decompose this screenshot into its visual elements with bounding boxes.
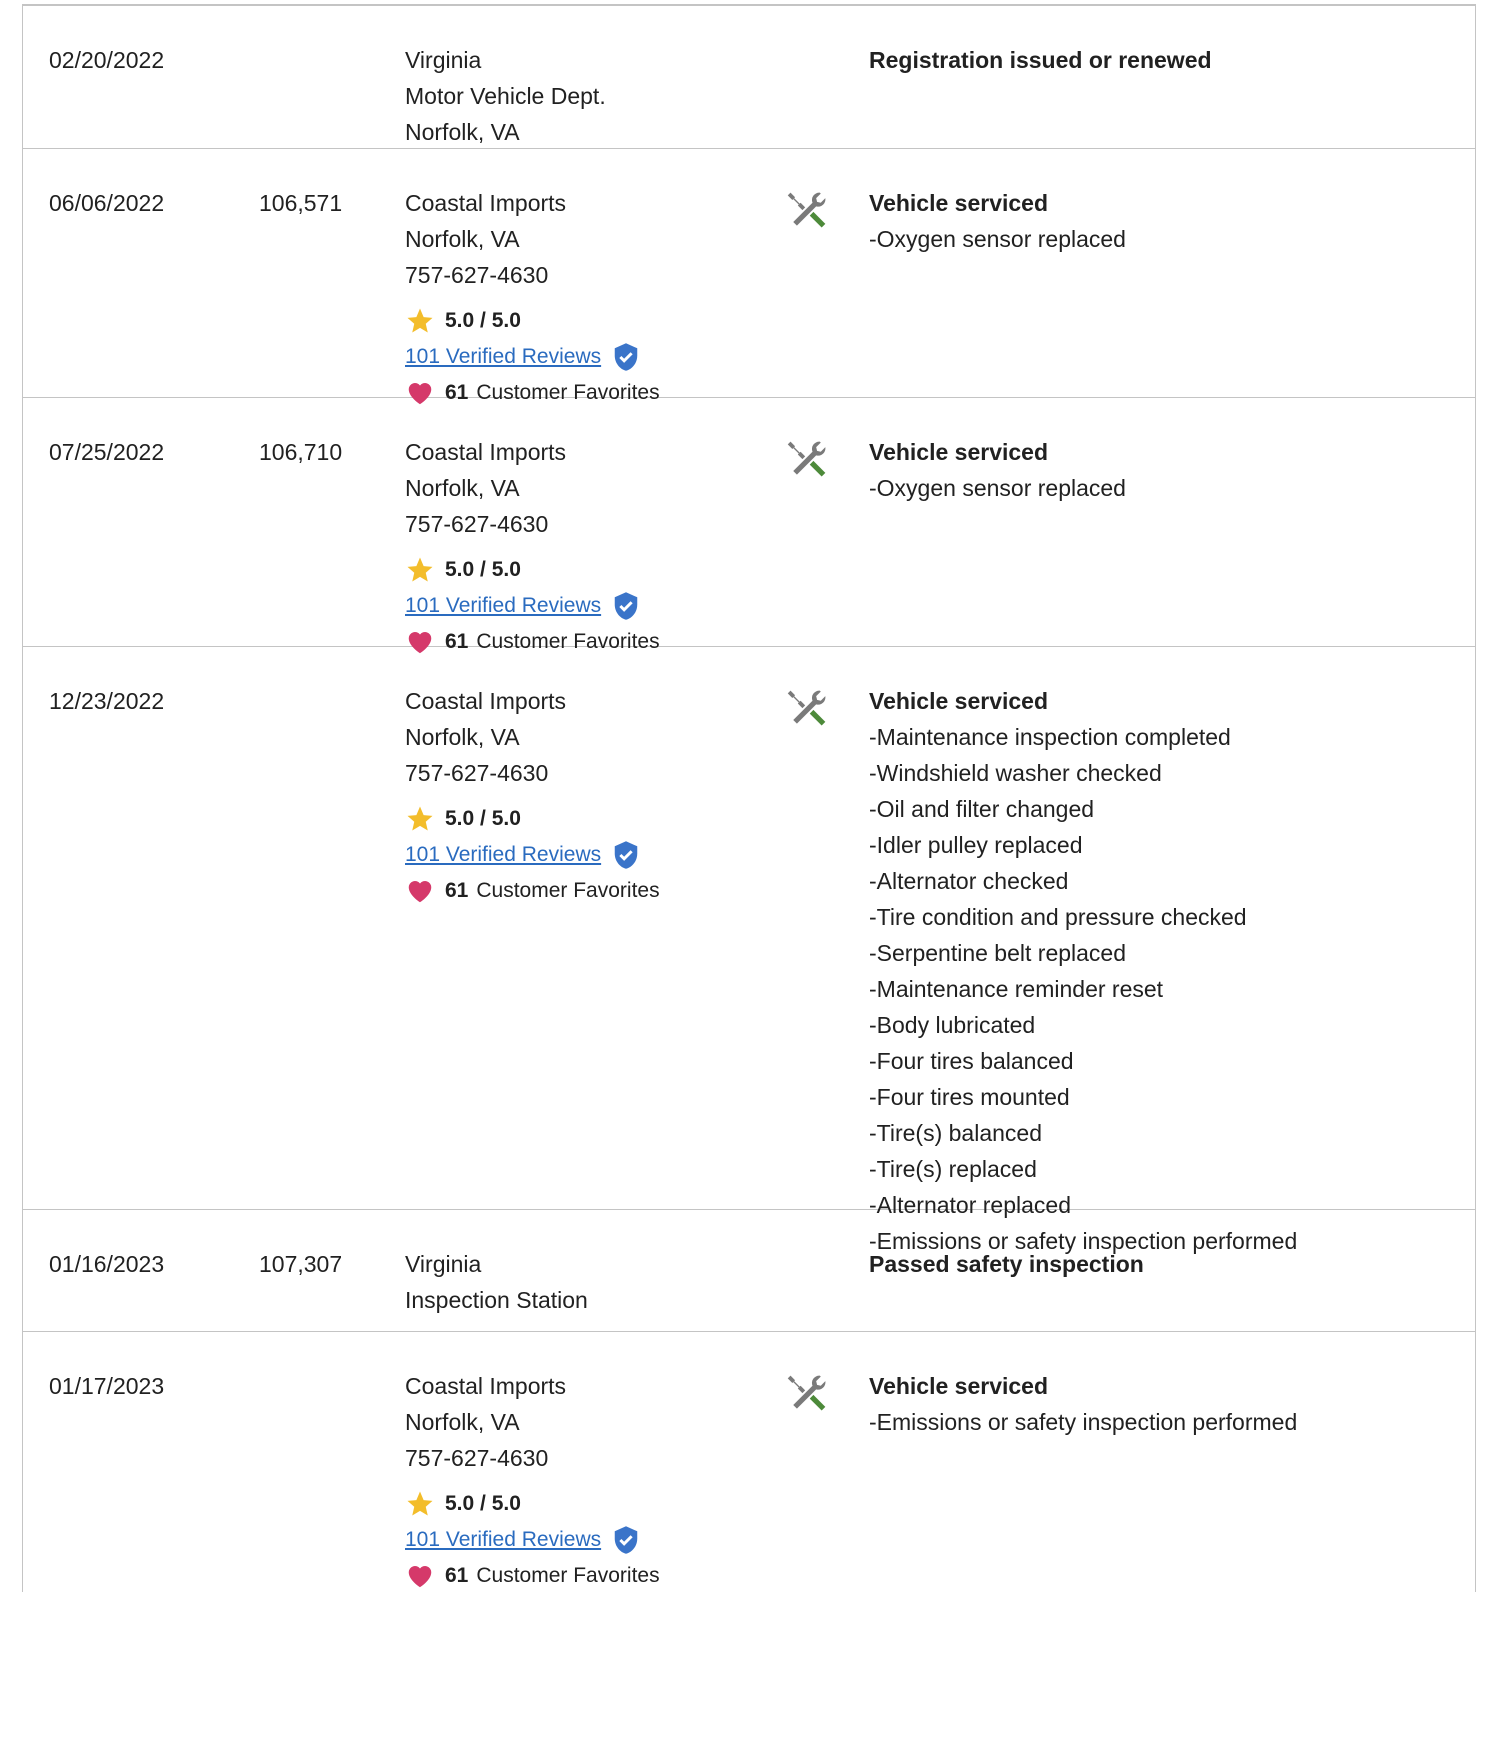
record-date: 01/17/2023 <box>49 1373 165 1399</box>
shield-check-icon <box>611 1525 641 1555</box>
source-line: Norfolk, VA <box>405 1409 520 1435</box>
source-line: Norfolk, VA <box>405 475 520 501</box>
detail-item: -Windshield washer checked <box>869 760 1162 786</box>
verified-reviews-link[interactable]: 101 Verified Reviews <box>405 594 602 617</box>
source-line: 757-627-4630 <box>405 511 549 537</box>
detail-text: Four tires balanced <box>876 1048 1074 1074</box>
detail-text: Maintenance reminder reset <box>876 976 1164 1002</box>
detail-item: -Oil and filter changed <box>869 796 1095 822</box>
rating-value: 5.0 / 5.0 <box>445 807 521 830</box>
rating-score <box>405 552 660 588</box>
detail-item: -Maintenance reminder reset <box>869 976 1164 1002</box>
verified-reviews-link[interactable]: 101 Verified Reviews <box>405 843 602 866</box>
favorites-count: 61 <box>445 381 469 404</box>
history-record <box>23 6 1475 149</box>
record-details <box>869 42 1212 78</box>
record-details <box>869 1368 1297 1440</box>
detail-item: -Oxygen sensor replaced <box>869 475 1126 501</box>
detail-item: -Alternator checked <box>869 868 1069 894</box>
star-icon <box>405 555 435 585</box>
history-record <box>23 1210 1475 1332</box>
record-source <box>405 434 660 660</box>
history-record <box>23 1332 1475 1592</box>
record-mileage: 107,307 <box>259 1251 343 1277</box>
detail-text: Oil and filter changed <box>876 796 1095 822</box>
detail-text: Oxygen sensor replaced <box>876 226 1126 252</box>
detail-item: -Idler pulley replaced <box>869 832 1083 858</box>
history-record <box>23 398 1475 653</box>
detail-item: -Four tires balanced <box>869 1048 1074 1074</box>
record-title: Vehicle serviced <box>869 190 1049 216</box>
record-date: 02/20/2022 <box>49 47 165 73</box>
source-line: 757-627-4630 <box>405 262 549 288</box>
detail-item: -Tire condition and pressure checked <box>869 904 1247 930</box>
source-line: Motor Vehicle Dept. <box>405 83 606 109</box>
detail-text: Maintenance inspection completed <box>876 724 1231 750</box>
record-title: Passed safety inspection <box>869 1251 1144 1277</box>
record-date: 06/06/2022 <box>49 190 165 216</box>
source-line: Inspection Station <box>405 1287 588 1313</box>
verified-reviews-link[interactable]: 101 Verified Reviews <box>405 1528 602 1551</box>
detail-item: -Four tires mounted <box>869 1084 1070 1110</box>
detail-text: Alternator replaced <box>876 1192 1072 1218</box>
source-line: Norfolk, VA <box>405 226 520 252</box>
detail-item: -Emissions or safety inspection performed <box>869 1409 1298 1435</box>
wrench-screwdriver-icon <box>785 1372 829 1416</box>
record-title: Vehicle serviced <box>869 1373 1049 1399</box>
record-details <box>869 185 1126 257</box>
reviews-row <box>405 588 660 624</box>
rating-value: 5.0 / 5.0 <box>445 1492 521 1515</box>
rating-value: 5.0 / 5.0 <box>445 309 521 332</box>
star-icon <box>405 306 435 336</box>
source-line: Virginia <box>405 1251 482 1277</box>
detail-text: Four tires mounted <box>876 1084 1070 1110</box>
record-mileage: 106,571 <box>259 190 343 216</box>
detail-text: Emissions or safety inspection performed <box>876 1228 1298 1254</box>
favorites-count: 61 <box>445 630 469 653</box>
favorites-label: Customer Favorites <box>476 381 660 404</box>
record-details <box>869 434 1126 506</box>
detail-item: -Tire(s) replaced <box>869 1156 1037 1182</box>
detail-text: Idler pulley replaced <box>876 832 1083 858</box>
heart-icon <box>405 1561 435 1591</box>
record-date: 01/16/2023 <box>49 1251 165 1277</box>
record-source <box>405 42 606 150</box>
history-record <box>23 647 1475 1254</box>
favorites-row <box>405 1558 660 1594</box>
source-line: 757-627-4630 <box>405 760 549 786</box>
reviews-row <box>405 837 660 873</box>
record-title: Registration issued or renewed <box>869 47 1212 73</box>
favorites-label: Customer Favorites <box>476 879 660 902</box>
detail-item: -Body lubricated <box>869 1012 1036 1038</box>
star-icon <box>405 1489 435 1519</box>
shop-rating <box>405 552 660 660</box>
shield-check-icon <box>611 840 641 870</box>
source-line: Coastal Imports <box>405 190 567 216</box>
rating-score <box>405 303 660 339</box>
record-source <box>405 185 660 411</box>
detail-text: Windshield washer checked <box>876 760 1162 786</box>
detail-text: Alternator checked <box>876 868 1069 894</box>
detail-item: -Tire(s) balanced <box>869 1120 1042 1146</box>
detail-item: -Emissions or safety inspection performed <box>869 1228 1298 1254</box>
rating-score <box>405 801 660 837</box>
detail-text: Serpentine belt replaced <box>876 940 1127 966</box>
record-date: 07/25/2022 <box>49 439 165 465</box>
detail-item: -Maintenance inspection completed <box>869 724 1231 750</box>
detail-text: Oxygen sensor replaced <box>876 475 1126 501</box>
record-source <box>405 1246 588 1318</box>
shield-check-icon <box>611 591 641 621</box>
favorites-label: Customer Favorites <box>476 1564 660 1587</box>
record-details <box>869 683 1297 1259</box>
detail-item: -Oxygen sensor replaced <box>869 226 1126 252</box>
record-title: Vehicle serviced <box>869 439 1049 465</box>
record-details <box>869 1246 1144 1282</box>
detail-item: -Alternator replaced <box>869 1192 1072 1218</box>
wrench-screwdriver-icon <box>785 438 829 482</box>
source-line: Virginia <box>405 47 482 73</box>
source-line: Coastal Imports <box>405 439 567 465</box>
heart-icon <box>405 876 435 906</box>
record-title: Vehicle serviced <box>869 688 1049 714</box>
favorites-count: 61 <box>445 1564 469 1587</box>
wrench-screwdriver-icon <box>785 687 829 731</box>
source-line: Coastal Imports <box>405 1373 567 1399</box>
record-source <box>405 683 660 909</box>
record-source <box>405 1368 660 1594</box>
shop-rating <box>405 1486 660 1594</box>
detail-text: Tire condition and pressure checked <box>876 904 1247 930</box>
shop-rating <box>405 801 660 909</box>
rating-score <box>405 1486 660 1522</box>
detail-text: Body lubricated <box>876 1012 1036 1038</box>
reviews-row <box>405 1522 660 1558</box>
wrench-screwdriver-icon <box>785 189 829 233</box>
vehicle-history-table <box>22 4 1476 1592</box>
shop-rating <box>405 303 660 411</box>
history-record <box>23 149 1475 404</box>
shield-check-icon <box>611 342 641 372</box>
source-line: Coastal Imports <box>405 688 567 714</box>
source-line: Norfolk, VA <box>405 724 520 750</box>
verified-reviews-link[interactable]: 101 Verified Reviews <box>405 345 602 368</box>
star-icon <box>405 804 435 834</box>
detail-text: Emissions or safety inspection performed <box>876 1409 1298 1435</box>
detail-text: Tire(s) replaced <box>876 1156 1037 1182</box>
favorites-label: Customer Favorites <box>476 630 660 653</box>
source-line: Norfolk, VA <box>405 119 520 145</box>
detail-text: Tire(s) balanced <box>876 1120 1042 1146</box>
reviews-row <box>405 339 660 375</box>
favorites-count: 61 <box>445 879 469 902</box>
record-date: 12/23/2022 <box>49 688 165 714</box>
rating-value: 5.0 / 5.0 <box>445 558 521 581</box>
detail-item: -Serpentine belt replaced <box>869 940 1127 966</box>
record-mileage: 106,710 <box>259 439 343 465</box>
source-line: 757-627-4630 <box>405 1445 549 1471</box>
favorites-row <box>405 873 660 909</box>
